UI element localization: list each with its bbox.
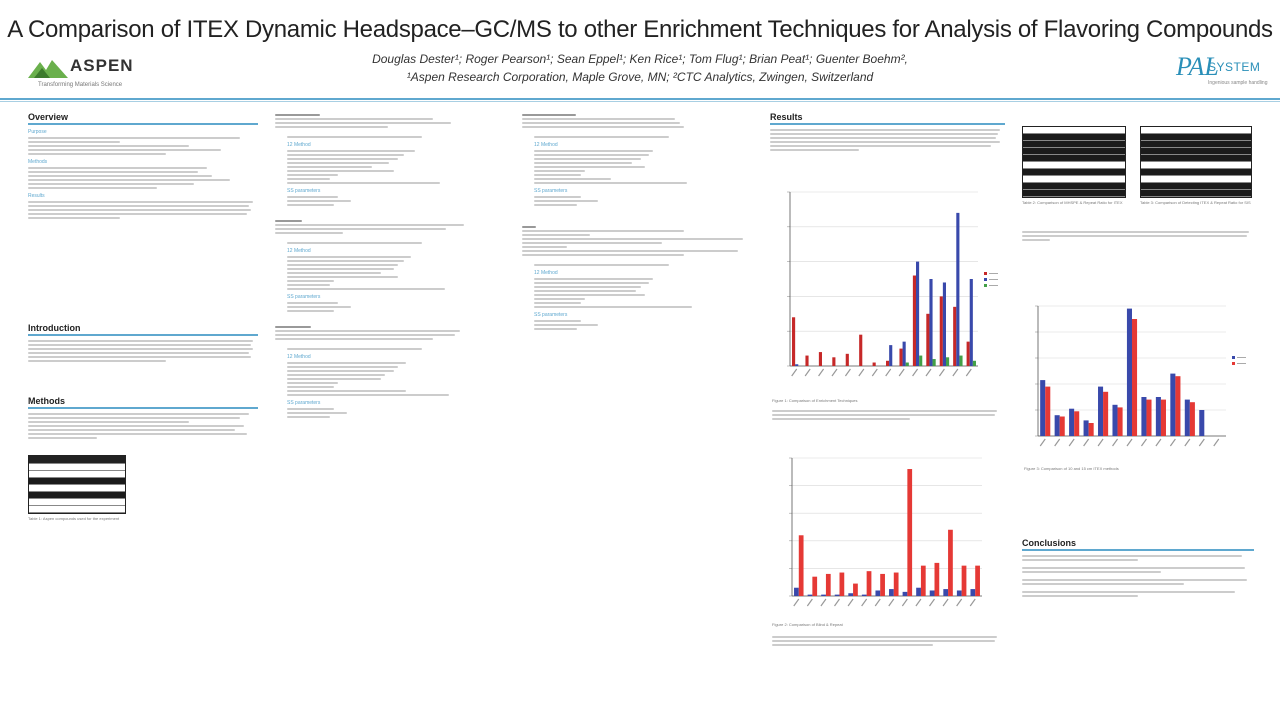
x-tick-label (1156, 439, 1161, 446)
chart-bar (1185, 400, 1190, 436)
figure-1-caption: Figure 1: Comparison of Enrichment Techniques (772, 398, 858, 403)
methods-heading: Methods (28, 396, 258, 409)
x-tick-label (1113, 439, 1118, 446)
table-3-caption: Table 3: Comparison of Detecting ITEX & Repeat Ratio for SIS (1140, 200, 1251, 205)
legend-swatch (984, 284, 987, 287)
x-tick-label (1040, 439, 1045, 446)
chart-bar (907, 469, 912, 596)
x-tick-label (886, 369, 891, 376)
chart-enrichment-techniques (770, 180, 1010, 402)
col3-method-heading-1: 12 Method (534, 142, 558, 148)
x-tick-label (875, 599, 880, 606)
chart-bar (903, 592, 908, 596)
chart-bar (946, 357, 949, 366)
chart-bar (953, 307, 956, 366)
pal-system-logo (1176, 52, 1268, 92)
chart-bar (919, 356, 922, 366)
x-tick-label (845, 369, 850, 376)
chart-bar (1084, 420, 1089, 436)
table-1 (28, 455, 126, 514)
pal-logo-text: PAL (1176, 52, 1219, 81)
chart-bar (943, 282, 946, 366)
x-tick-label (939, 369, 944, 376)
chart-bar (886, 361, 889, 366)
x-tick-label (862, 599, 867, 606)
x-tick-label (902, 599, 907, 606)
chart-bar (1112, 405, 1117, 436)
chart-bar (1132, 319, 1137, 436)
header-divider-thin (0, 101, 1280, 102)
chart-bar (840, 573, 845, 596)
x-tick-label (916, 599, 921, 606)
chart-bar (1045, 387, 1050, 436)
figure-1-notes (772, 408, 1002, 422)
overview-methods-heading: Methods (28, 159, 48, 165)
chart-bar (943, 589, 948, 596)
x-tick-label (1214, 439, 1219, 446)
chart-bar (812, 577, 817, 596)
x-tick-label (1084, 439, 1089, 446)
chart-bar (794, 588, 799, 596)
chart-bar (1098, 387, 1103, 436)
chart-bar (873, 363, 876, 366)
chart-bar (906, 363, 909, 366)
x-tick-label (970, 599, 975, 606)
chart-bar (1190, 402, 1195, 436)
chart-bar (1170, 374, 1175, 436)
aspen-logo-text: ASPEN (70, 56, 134, 75)
x-tick-label (1199, 439, 1204, 446)
chart-bar (903, 342, 906, 366)
x-tick-label (805, 369, 810, 376)
x-tick-label (966, 369, 971, 376)
chart-bar (894, 573, 899, 596)
chart-bar (859, 335, 862, 366)
x-tick-label (832, 369, 837, 376)
chart-bar (799, 535, 804, 596)
chart-bar (853, 584, 858, 596)
chart-itex-methods (1022, 300, 1257, 462)
overview-results-heading: Results (28, 193, 45, 199)
chart-bar (875, 590, 880, 596)
chart-bar (933, 359, 936, 366)
x-tick-label (807, 599, 812, 606)
chart-bar (1074, 411, 1079, 436)
chart-bar (889, 589, 894, 596)
chart-bar (1040, 380, 1045, 436)
chart-bar (889, 345, 892, 366)
chart-bar (956, 213, 959, 366)
chart-bar (826, 574, 831, 596)
introduction-heading: Introduction (28, 323, 258, 336)
chart-bar (916, 262, 919, 366)
x-tick-label (859, 369, 864, 376)
chart-bar (1156, 397, 1161, 436)
chart-bar (921, 566, 926, 596)
chart-bar (959, 356, 962, 366)
table-2 (1022, 126, 1126, 198)
chart-bar (848, 593, 853, 596)
chart-bar (1141, 397, 1146, 436)
col2-ss-heading-2: SS parameters (287, 294, 321, 300)
legend-swatch (1232, 356, 1235, 359)
results-heading: Results (770, 112, 1005, 125)
chart-blind-repeat (770, 450, 1010, 620)
table-2-caption: Table 2: Comparison of MHSPE & Repeat Ratio for ITEX (1022, 200, 1123, 205)
x-tick-label (1141, 439, 1146, 446)
chart-bar (835, 595, 840, 596)
x-tick-label (1069, 439, 1074, 446)
chart-bar (926, 314, 929, 366)
x-tick-label (1098, 439, 1103, 446)
chart-bar (795, 364, 798, 366)
chart-bar (1089, 423, 1094, 436)
chart-bar (935, 563, 940, 596)
x-tick-label (794, 599, 799, 606)
chart-bar (1103, 392, 1108, 436)
chart-bar (916, 588, 921, 596)
pal-logo-suffix: SYSTEM (1208, 60, 1261, 74)
poster-authors: Douglas Dester¹; Roger Pearson¹; Sean Eppel¹; Ken Rice¹; Tom Flug¹; Brian Peat¹; Guenter Boehm², (372, 52, 908, 66)
chart-bar (832, 357, 835, 366)
legend-swatch (1232, 362, 1235, 365)
chart-bar (821, 595, 826, 596)
legend-swatch (984, 272, 987, 275)
chart-bar (1118, 407, 1123, 436)
x-tick-label (953, 369, 958, 376)
chart-bar (970, 279, 973, 366)
x-tick-label (1185, 439, 1190, 446)
chart-bar (1069, 409, 1074, 436)
x-tick-label (872, 369, 877, 376)
column-4 (770, 112, 1005, 153)
chart-bar (1055, 415, 1060, 436)
poster-affiliations: ¹Aspen Research Corporation, Maple Grove, MN; ²CTC Analytics, Zwingen, Switzerland (406, 70, 874, 84)
x-tick-label (792, 369, 797, 376)
chart-bar (1199, 410, 1204, 436)
conclusions-heading: Conclusions (1022, 538, 1254, 551)
x-tick-label (957, 599, 962, 606)
chart-bar (975, 566, 980, 596)
overview-heading: Overview (28, 112, 258, 125)
chart-bar (1161, 400, 1166, 436)
aspen-logo-tagline: Transforming Materials Science (38, 82, 123, 88)
chart-bar (929, 279, 932, 366)
figure-3-caption: Figure 3: Comparison of 10 and 15 cm ITEX methods (1024, 466, 1119, 471)
x-tick-label (1127, 439, 1132, 446)
x-tick-label (913, 369, 918, 376)
legend-swatch (984, 278, 987, 281)
column-5 (1022, 126, 1254, 243)
chart-bar (970, 589, 975, 596)
x-tick-label (943, 599, 948, 606)
column-3 (522, 112, 747, 332)
chart-bar (967, 342, 970, 366)
x-tick-label (848, 599, 853, 606)
col2-ss-heading-3: SS parameters (287, 400, 321, 406)
overview-purpose-heading: Purpose (28, 129, 47, 135)
chart-bar (913, 276, 916, 366)
chart-bar (880, 574, 885, 596)
figure-2-caption: Figure 2: Comparison of Blind & Repeat (772, 622, 843, 627)
chart-bar (846, 354, 849, 366)
col3-ss-heading-1: SS parameters (534, 188, 568, 194)
x-tick-label (835, 599, 840, 606)
chart-bar (1175, 376, 1180, 436)
x-tick-label (926, 369, 931, 376)
chart-bar (948, 530, 953, 596)
chart-bar (862, 595, 867, 596)
column-1 (28, 112, 258, 521)
col2-ss-heading-1: SS parameters (287, 188, 321, 194)
x-tick-label (819, 369, 824, 376)
figure-2-notes (772, 634, 1002, 648)
table-3 (1140, 126, 1252, 198)
chart-bar (805, 356, 808, 366)
chart-bar (792, 317, 795, 366)
chart-bar (1146, 400, 1151, 436)
x-tick-label (1170, 439, 1175, 446)
column-2 (275, 112, 500, 420)
col3-ss-heading-2: SS parameters (534, 312, 568, 318)
x-tick-label (1055, 439, 1060, 446)
conclusions-block (1022, 538, 1254, 599)
col2-method-heading-1: 12 Method (287, 142, 311, 148)
chart-bar (808, 595, 813, 596)
chart-bar (819, 352, 822, 366)
chart-bar (1060, 417, 1065, 437)
col2-method-heading-2: 12 Method (287, 248, 311, 254)
chart-bar (930, 590, 935, 596)
chart-bar (957, 590, 962, 596)
x-tick-label (889, 599, 894, 606)
chart-bar (962, 566, 967, 596)
table-1-caption: Table 1: Aspen compounds used for the experiment (28, 516, 120, 521)
chart-bar (867, 571, 872, 596)
poster-title: A Comparison of ITEX Dynamic Headspace–GC/MS to other Enrichment Techniques for Analysis of Flavoring Compounds (7, 16, 1273, 43)
pal-logo-tagline: Ingenious sample handling (1208, 80, 1268, 86)
chart-bar (940, 296, 943, 366)
col2-method-heading-3: 12 Method (287, 354, 311, 360)
x-tick-label (930, 599, 935, 606)
col3-method-heading-2: 12 Method (534, 270, 558, 276)
chart-bar (899, 349, 902, 366)
x-tick-label (821, 599, 826, 606)
poster-header (0, 0, 1280, 100)
header-divider (0, 98, 1280, 100)
x-tick-label (899, 369, 904, 376)
chart-bar (1127, 309, 1132, 436)
chart-bar (973, 361, 976, 366)
